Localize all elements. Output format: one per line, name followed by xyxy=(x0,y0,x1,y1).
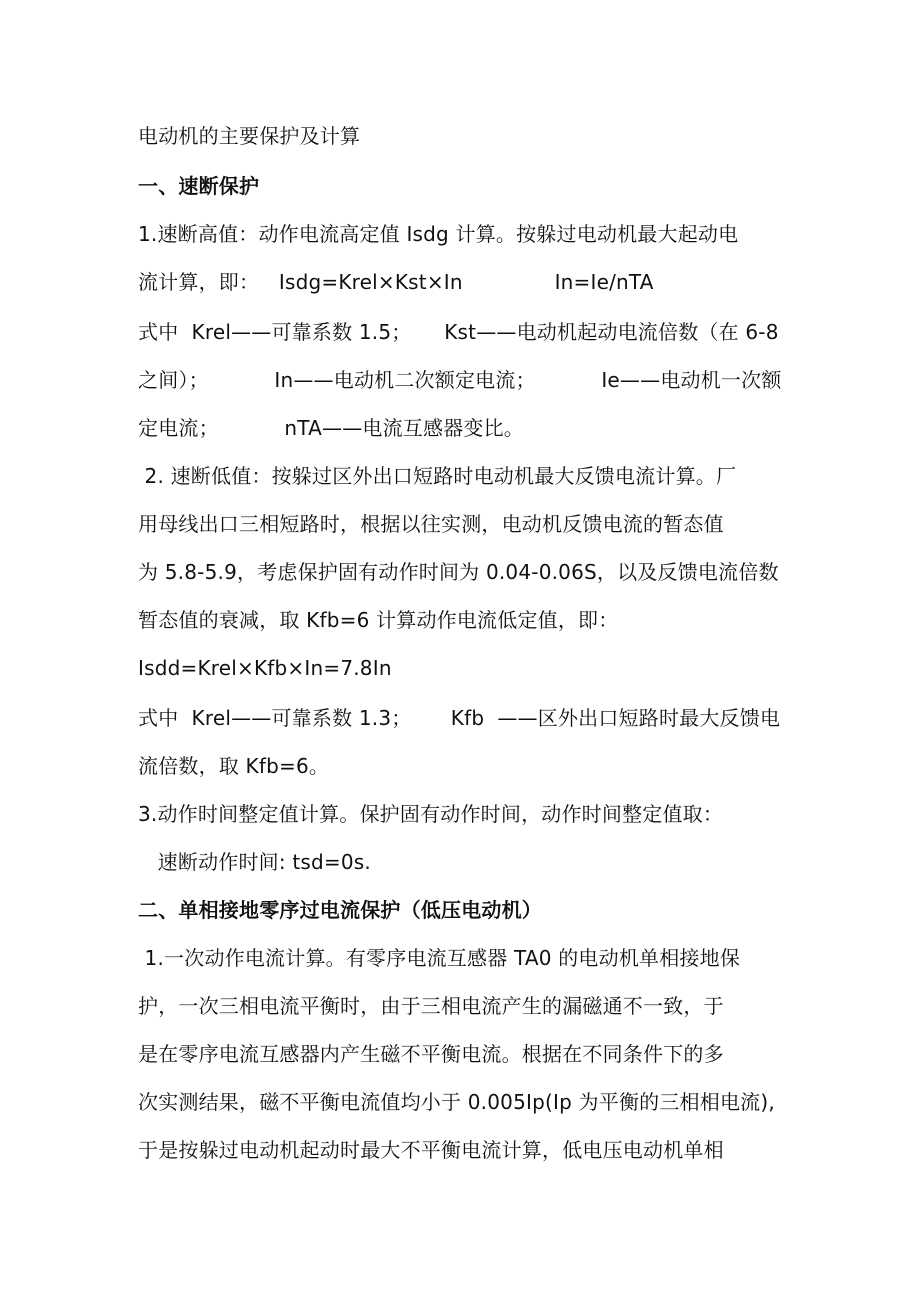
formula-line: Isdd=Krel×Kfb×In=7.8In xyxy=(138,656,392,680)
paragraph-line: 3.动作时间整定值计算。保护固有动作时间，动作时间整定值取： xyxy=(138,802,724,826)
section-heading-2: 二、单相接地零序过电流保护（低压电动机） xyxy=(138,898,542,922)
paragraph-line: 式中 Krel——可靠系数 1.3； Kfb ——区外出口短路时最大反馈电 xyxy=(138,706,781,730)
paragraph-line: 为 5.8-5.9，考虑保护固有动作时间为 0.04-0.06S，以及反馈电流倍数 xyxy=(138,560,779,584)
paragraph-line: 速断动作时间: tsd=0s. xyxy=(138,850,371,874)
paragraph-line: 定电流； nTA——电流互感器变比。 xyxy=(138,416,524,440)
formula-line: 流计算，即： Isdg=Krel×Kst×In In=Ie/nTA xyxy=(138,270,654,294)
paragraph-line: 于是按躲过电动机起动时最大不平衡电流计算，低电压电动机单相 xyxy=(138,1138,724,1162)
paragraph-line: 流倍数，取 Kfb=6。 xyxy=(138,754,330,778)
paragraph-line: 1.速断高值：动作电流高定值 Isdg 计算。按躲过电动机最大起动电 xyxy=(138,222,739,246)
paragraph-line: 2. 速断低值：按躲过区外出口短路时电动机最大反馈电流计算。厂 xyxy=(138,464,737,488)
section-heading-1: 一、速断保护 xyxy=(138,174,260,198)
paragraph-line: 1.一次动作电流计算。有零序电流互感器 TA0 的电动机单相接地保 xyxy=(138,946,741,970)
paragraph-line: 用母线出口三相短路时，根据以往实测，电动机反馈电流的暂态值 xyxy=(138,512,724,536)
paragraph-line: 护，一次三相电流平衡时，由于三相电流产生的漏磁通不一致，于 xyxy=(138,994,724,1018)
paragraph-line: 次实测结果，磁不平衡电流值均小于 0.005Ip(Ip 为平衡的三相相电流), xyxy=(138,1090,775,1114)
document-title: 电动机的主要保护及计算 xyxy=(138,124,361,148)
paragraph-line: 式中 Krel——可靠系数 1.5； Kst——电动机起动电流倍数（在 6-8 xyxy=(138,320,779,344)
paragraph-line: 之间）； In——电动机二次额定电流； Ie——电动机一次额 xyxy=(138,368,782,392)
paragraph-line: 暂态值的衰减，取 Kfb=6 计算动作电流低定值，即： xyxy=(138,608,619,632)
paragraph-line: 是在零序电流互感器内产生磁不平衡电流。根据在不同条件下的多 xyxy=(138,1042,724,1066)
